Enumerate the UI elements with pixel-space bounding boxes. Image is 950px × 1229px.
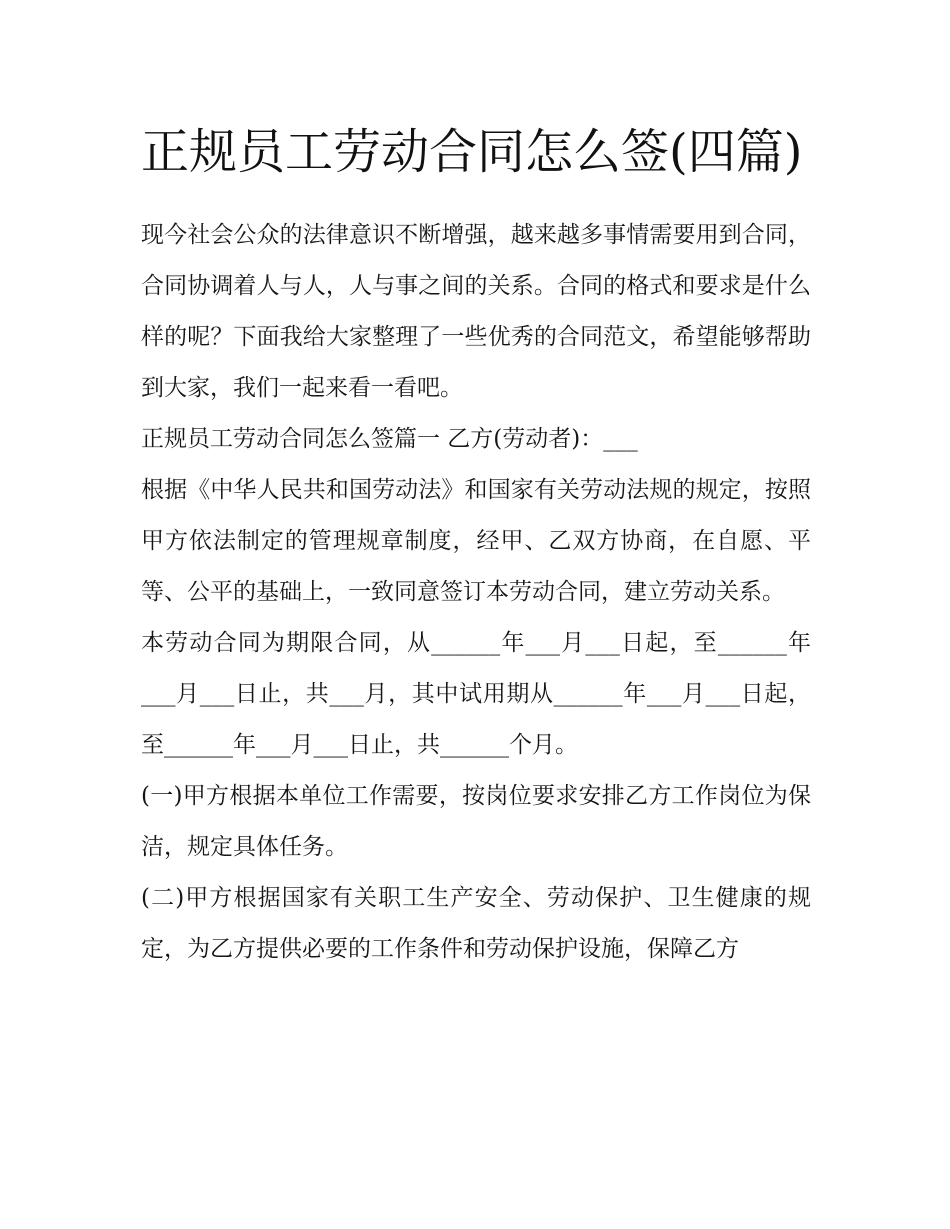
document-body bbox=[141, 210, 811, 975]
document-content bbox=[141, 112, 811, 975]
intro-paragraph: 现今社会公众的法律意识不断增强，越来越多事情需要用到合同，合同协调着人与人，人与事之间的关系。合同的格式和要求是什么样的呢？下面我给大家整理了一些优秀的合同范文，希望能够帮助到大家，我们一起来看一看吧。 bbox=[141, 222, 811, 401]
contract-term-paragraph: 本劳动合同为期限合同，从______年___月___日起，至______年___月___日止，共___月，其中试用期从______年___月___日起，至______年___月___日止，共______个月。 bbox=[141, 630, 811, 758]
clause-two-paragraph: (二)甲方根据国家有关职工生产安全、劳动保护、卫生健康的规定，为乙方提供必要的工作条件和劳动保护设施，保障乙方 bbox=[141, 885, 811, 962]
section-heading-paragraph: 正规员工劳动合同怎么签篇一 乙方(劳动者)：___ bbox=[141, 426, 638, 452]
legal-basis-paragraph: 根据《中华人民共和国劳动法》和国家有关劳动法规的规定，按照甲方依法制定的管理规章制度，经甲、乙双方协商，在自愿、平等、公平的基础上，一致同意签订本劳动合同，建立劳动关系。 bbox=[141, 477, 811, 605]
clause-one-paragraph: (一)甲方根据本单位工作需要，按岗位要求安排乙方工作岗位为保洁，规定具体任务。 bbox=[141, 783, 811, 860]
document-title: 正规员工劳动合同怎么签(四篇) bbox=[141, 124, 803, 180]
